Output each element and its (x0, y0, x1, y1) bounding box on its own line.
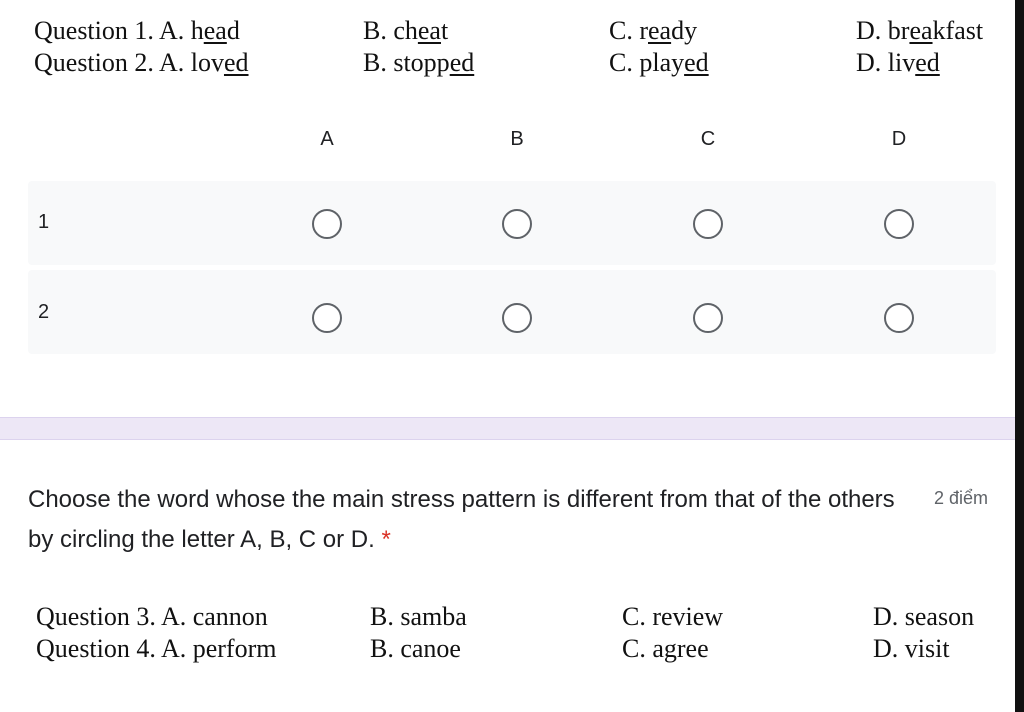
question-4-option-a: Question 4. A. perform (36, 634, 277, 663)
grid-column-a: A (320, 128, 334, 150)
question-2-option-a: Question 2. A. loved (34, 48, 249, 77)
radio-row1-d[interactable] (884, 209, 914, 239)
question-4-option-c: C. agree (622, 634, 709, 663)
question-text: Choose the word whose the main stress pattern is different from that of the others by circling the letter A, B, C or D. (28, 486, 895, 553)
question-1-option-b: B. cheat (363, 16, 449, 45)
window-edge (1015, 0, 1024, 712)
grid-row-label: 2 (38, 301, 50, 323)
radio-row2-a[interactable] (312, 303, 342, 333)
grid-column-c: C (700, 128, 716, 150)
points-label: 2 điểm (934, 488, 989, 508)
grid-column-d: D (891, 128, 907, 150)
question-3-option-b: B. samba (370, 602, 467, 631)
radio-row1-a[interactable] (312, 209, 342, 239)
required-asterisk: * (381, 526, 391, 553)
question-1-option-d: D. breakfast (856, 16, 984, 45)
question-2-option-c: C. played (609, 48, 709, 77)
question-2-option-d: D. lived (856, 48, 940, 77)
radio-row1-b[interactable] (502, 209, 532, 239)
section-divider (0, 417, 1015, 440)
question-3-option-c: C. review (622, 602, 724, 631)
grid-column-b: B (510, 128, 524, 150)
question-title (28, 480, 908, 560)
question-2-option-b: B. stopped (363, 48, 475, 77)
grid-row-label: 1 (38, 211, 50, 233)
question-1-option-a: Question 1. A. head (34, 16, 240, 45)
radio-row1-c[interactable] (693, 209, 723, 239)
question-3-option-d: D. season (873, 602, 975, 631)
radio-row2-b[interactable] (502, 303, 532, 333)
question-3-option-a: Question 3. A. cannon (36, 602, 268, 631)
question-4-option-d: D. visit (873, 634, 950, 663)
question-4-option-b: B. canoe (370, 634, 461, 663)
radio-row2-d[interactable] (884, 303, 914, 333)
grid-row-1 (28, 181, 996, 265)
radio-row2-c[interactable] (693, 303, 723, 333)
question-1-option-c: C. ready (609, 16, 698, 45)
grid-row-2 (28, 270, 996, 354)
